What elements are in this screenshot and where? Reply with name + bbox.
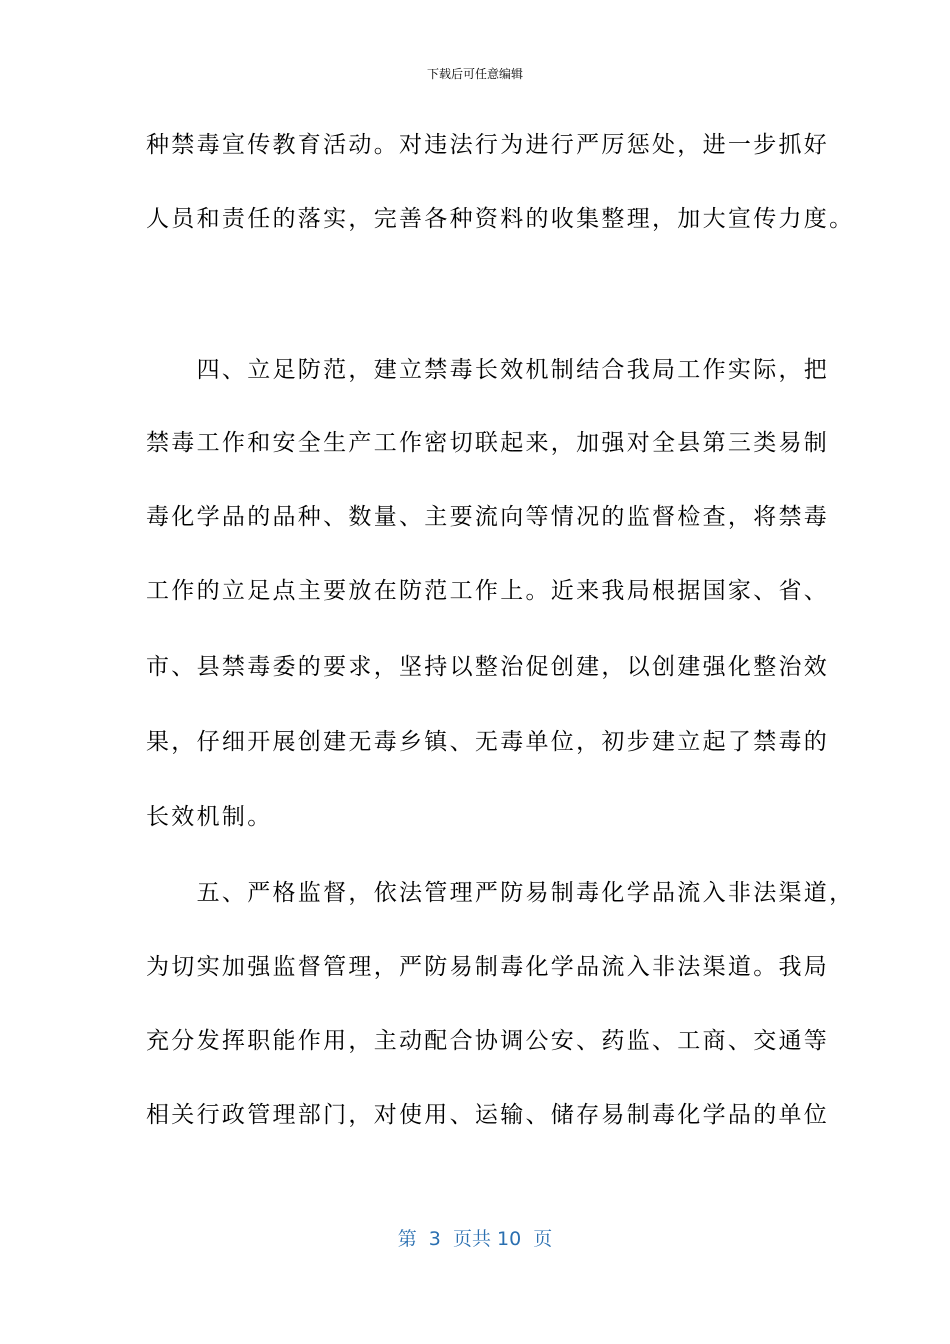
paragraph-line: 长效机制。 bbox=[146, 804, 273, 830]
paragraph-line: 相关行政管理部门，对使用、运输、储存易制毒化学品的单位 bbox=[146, 1102, 830, 1128]
paragraph-line: 果，仔细开展创建无毒乡镇、无毒单位，初步建立起了禁毒的 bbox=[146, 729, 830, 755]
paragraph-line: 为切实加强监督管理，严防易制毒化学品流入非法渠道。我局 bbox=[146, 954, 830, 980]
paragraph-line: 工作的立足点主要放在防范工作上。近来我局根据国家、省、 bbox=[146, 578, 830, 604]
page-header-note: 下载后可任意编辑 bbox=[426, 67, 523, 81]
paragraph-line: 禁毒工作和安全生产工作密切联起来，加强对全县第三类易制 bbox=[146, 430, 830, 456]
paragraph-line: 市、县禁毒委的要求，坚持以整治促创建，以创建强化整治效 bbox=[146, 654, 830, 680]
paragraph-line: 毒化学品的品种、数量、主要流向等情况的监督检查，将禁毒 bbox=[146, 504, 830, 530]
paragraph-line: 五、严格监督，依法管理严防易制毒化学品流入非法渠道， bbox=[146, 880, 855, 906]
paragraph-line: 人员和责任的落实，完善各种资料的收集整理，加大宣传力度。 bbox=[146, 206, 855, 232]
page-number-footer: 第 3 页共 10 页 bbox=[397, 1228, 553, 1250]
paragraph-line: 四、立足防范，建立禁毒长效机制结合我局工作实际，把 bbox=[146, 357, 830, 383]
paragraph-line: 充分发挥职能作用，主动配合协调公安、药监、工商、交通等 bbox=[146, 1028, 830, 1054]
paragraph-line: 种禁毒宣传教育活动。对违法行为进行严厉惩处，进一步抓好 bbox=[146, 132, 830, 158]
